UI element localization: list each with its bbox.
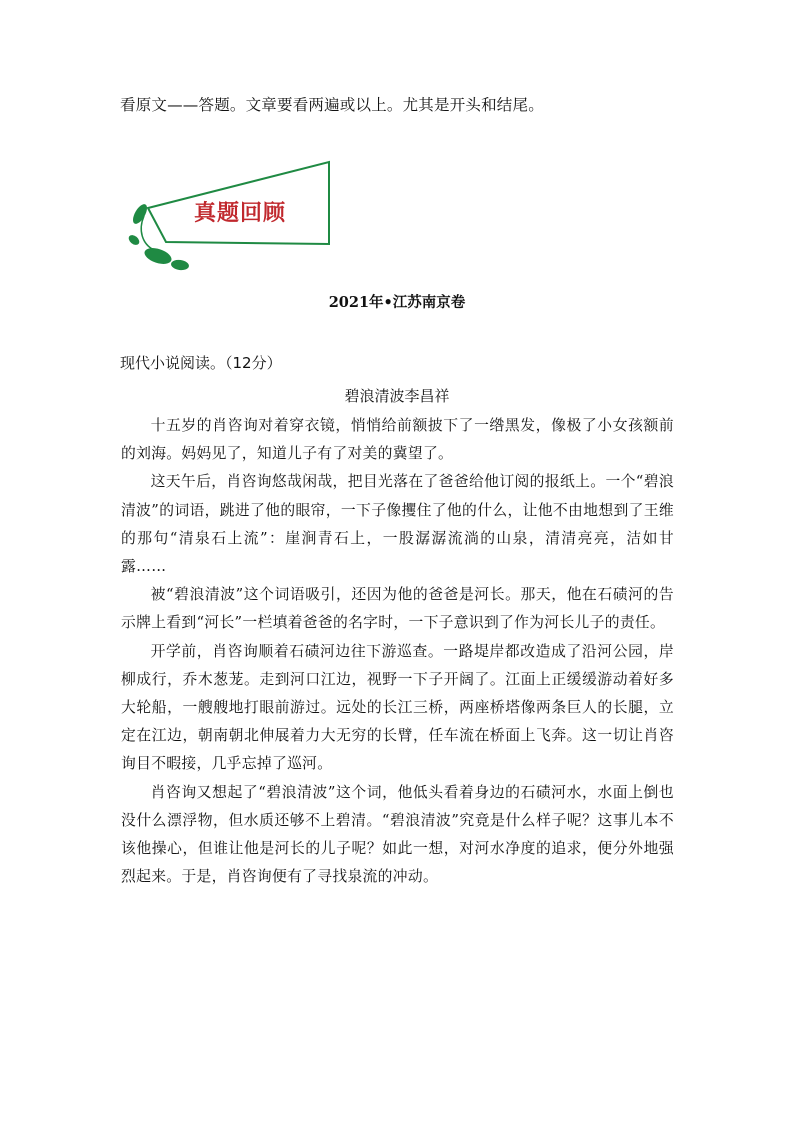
story-paragraph: 肖咨询又想起了“碧浪清波”这个词，他低头看着身边的石碛河水，水面上倒也没什么漂浮物，但水质还够不上碧清。“碧浪清波”究竟是什么样子呢？这事儿本不该他操心，但谁让他是河长的儿子呢？如此一想，对河水净度的追求，便分外地强烈起来。于是，肖咨询便有了寻找泉流的冲动。 xyxy=(121,783,674,886)
section-banner-title: 真题回顾 xyxy=(194,200,287,226)
intro-text: 看原文——答题。文章要看两遍或以上。尤其是开头和结尾。 xyxy=(120,96,544,114)
story-body xyxy=(121,412,674,891)
story-paragraph: 十五岁的肖咨询对着穿衣镜，悄悄给前额披下了一绺黑发，像极了小女孩额前的刘海。妈妈见了，知道儿子有了对美的冀望了。 xyxy=(121,417,674,463)
question-heading: 现代小说阅读。（12分） xyxy=(120,354,282,372)
story-title: 碧浪清波李昌祥 xyxy=(344,387,450,405)
story-paragraph: 被“碧浪清波”这个词语吸引，还因为他的爸爸是河长。那天，他在石碛河的告示牌上看到“河长”一栏填着爸爸的名字时，一下子意识到了作为河长儿子的责任。 xyxy=(121,586,674,632)
exam-source: 2021年•江苏南京卷 xyxy=(328,294,466,311)
story-paragraph: 这天午后，肖咨询悠哉闲哉，把目光落在了爸爸给他订阅的报纸上。一个“碧浪清波”的词语，跳进了他的眼帘，一下子像攫住了他的什么，让他不由地想到了王维的那句“清泉石上流”：崖涧青石上，一股潺潺流淌的山泉，清清亮亮，洁如甘露…… xyxy=(121,473,674,576)
story-paragraph: 开学前，肖咨询顺着石碛河边往下游巡查。一路堤岸都改造成了沿河公园，岸柳成行，乔木葱茏。走到河口江边，视野一下子开阔了。江面上正缓缓游动着好多大轮船，一艘艘地打眼前游过。远处的长江三桥，两座桥塔像两条巨人的长腿，立定在江边，朝南朝北伸展着力大无穷的长臂，任车流在桥面上飞奔。这一切让肖咨询目不暇接，几乎忘掉了巡河。 xyxy=(121,642,674,773)
